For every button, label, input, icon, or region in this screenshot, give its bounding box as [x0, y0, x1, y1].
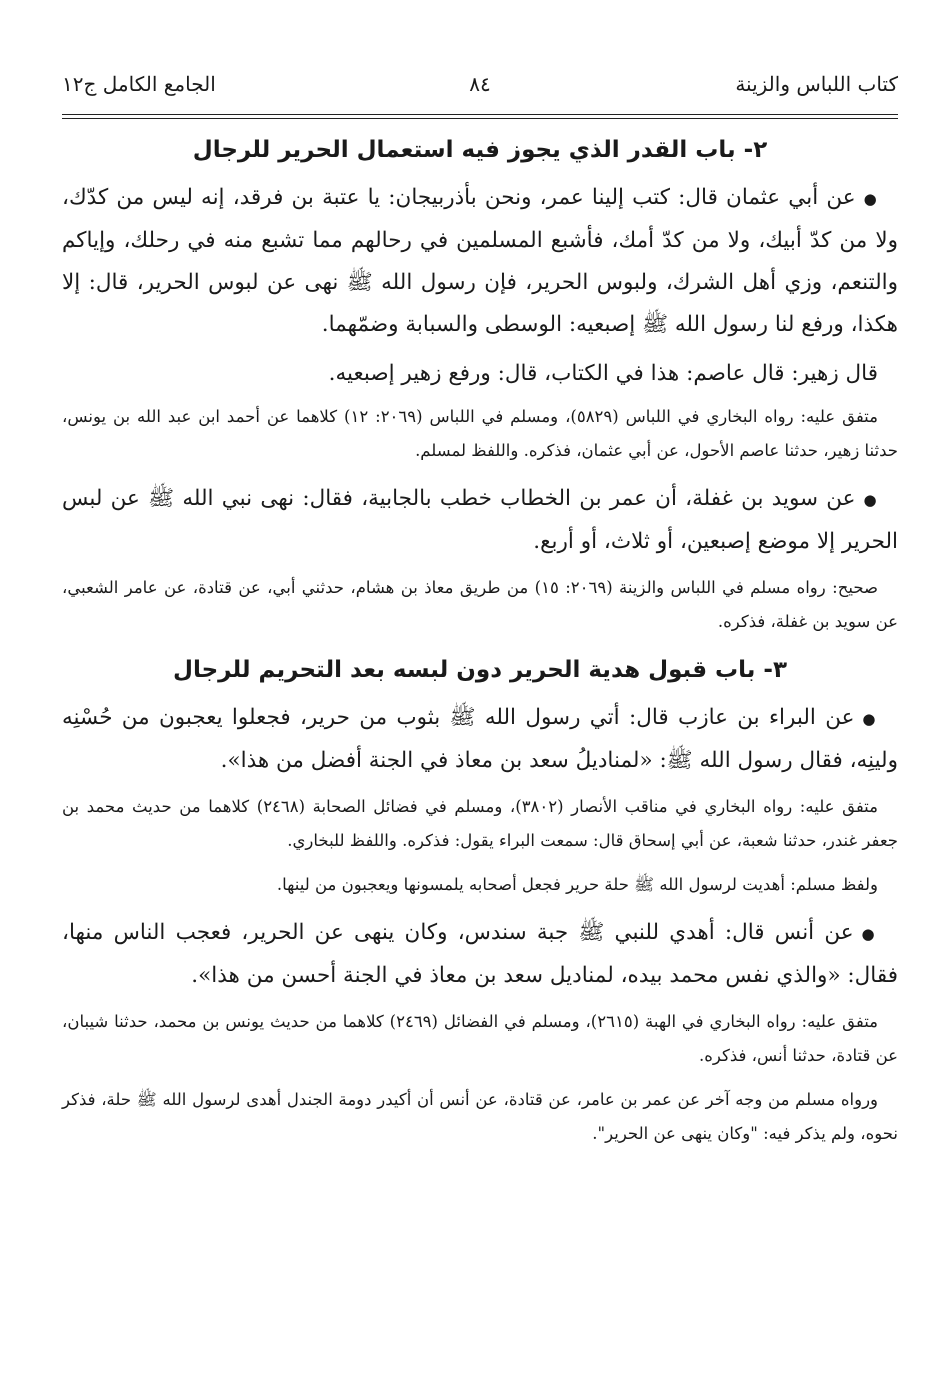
- hadith-text: عن أبي عثمان قال: كتب إلينا عمر، ونحن بأذربيجان: يا عتبة بن فرقد، إنه ليس من كدّك، ولا من كدّ أبيك، ولا من كدّ أمك، فأشبع المسلمين في رحالهم مما تشبع منه في رحلك، وإياكم والتنعم، وزي أهل الشرك، ولبوس الحرير، فإن رسول الله ﷺ نهى عن لبوس الحرير، قال: إلا هكذا، ورفع لنا رسول الله ﷺ إصبعيه: الوسطى والسبابة وضمّهما.: [62, 185, 898, 337]
- hadith-paragraph: [62, 697, 898, 782]
- book-page: [62, 58, 898, 1161]
- hadith-text: عن أنس قال: أهدي للنبي ﷺ جبة سندس، وكان ينهى عن الحرير، فعجب الناس منها، فقال: «والذي نفس محمد بيده، لمناديل سعد بن معاذ في الجنة أحسن من هذا».: [62, 920, 898, 988]
- bullet-icon: ●: [863, 491, 878, 509]
- running-header: [62, 58, 898, 110]
- narrator-note: قال زهير: قال عاصم: هذا في الكتاب، قال: ورفع زهير إصبعيه.: [328, 361, 878, 386]
- volume-title: الجامع الكامل ج١٢: [62, 72, 216, 96]
- bullet-icon: ●: [862, 710, 878, 728]
- hadith-paragraph: [62, 177, 898, 346]
- muslim-wording-note: ولفظ مسلم: أهديت لرسول الله ﷺ حلة حرير فجعل أصحابه يلمسونها ويعجبون من لينها.: [276, 875, 878, 894]
- hadith-paragraph: [62, 912, 898, 997]
- takhrij-note: متفق عليه: رواه البخاري في مناقب الأنصار (٣٨٠٢)، ومسلم في فضائل الصحابة (٢٤٦٨) كلاهما من حديث محمد بن جعفر غندر، حدثنا شعبة، عن أبي إسحاق قال: سمعت البراء يقول: فذكره. واللفظ للبخاري.: [62, 797, 898, 850]
- hadith-text: عن البراء بن عازب قال: أتي رسول الله ﷺ بثوب من حرير، فجعلوا يعجبون من حُسْنِه ولينِه، فقال رسول الله ﷺ: «لمناديلُ سعد بن معاذ في الجنة أفضل من هذا».: [62, 705, 898, 773]
- hadith-text: عن سويد بن غفلة، أن عمر بن الخطاب خطب بالجابية، فقال: نهى نبي الله ﷺ عن لبس الحرير إلا موضع إصبعين، أو ثلاث، أو أربع.: [62, 486, 898, 554]
- header-rule: [62, 114, 898, 119]
- bullet-icon: ●: [863, 190, 878, 208]
- chapter-heading: ٢- باب القدر الذي يجوز فيه استعمال الحرير للرجال: [192, 137, 768, 163]
- takhrij-note: متفق عليه: رواه البخاري في الهبة (٢٦١٥)، ومسلم في الفضائل (٢٤٦٩) كلاهما من حديث يونس بن محمد، حدثنا شيبان، عن قتادة، حدثنا أنس، فذكره.: [62, 1012, 898, 1065]
- chapter-heading: ٣- باب قبول هدية الحرير دون لبسه بعد التحريم للرجال: [172, 657, 787, 683]
- hadith-paragraph: [62, 478, 898, 563]
- takhrij-note: متفق عليه: رواه البخاري في اللباس (٥٨٢٩)، ومسلم في اللباس (٢٠٦٩: ١٢) كلاهما عن أحمد ابن عبد الله بن يونس، حدثنا زهير، حدثنا عاصم الأحول، عن أبي عثمان، فذكره. واللفظ لمسلم.: [62, 407, 898, 460]
- bullet-icon: ●: [861, 925, 878, 943]
- book-title: كتاب اللباس والزينة: [735, 72, 898, 96]
- takhrij-note: صحيح: رواه مسلم في اللباس والزينة (٢٠٦٩: ١٥) من طريق معاذ بن هشام، حدثني أبي، عن قتادة، عن عامر الشعبي، عن سويد بن غفلة، فذكره.: [62, 578, 898, 631]
- page-number: ٨٤: [469, 72, 491, 96]
- takhrij-note: ورواه مسلم من وجه آخر عن عمر بن عامر، عن قتادة، عن أنس أن أكيدر دومة الجندل أهدى لرسول الله ﷺ حلة، فذكر نحوه، ولم يذكر فيه: "وكان ينهى عن الحرير".: [62, 1090, 898, 1143]
